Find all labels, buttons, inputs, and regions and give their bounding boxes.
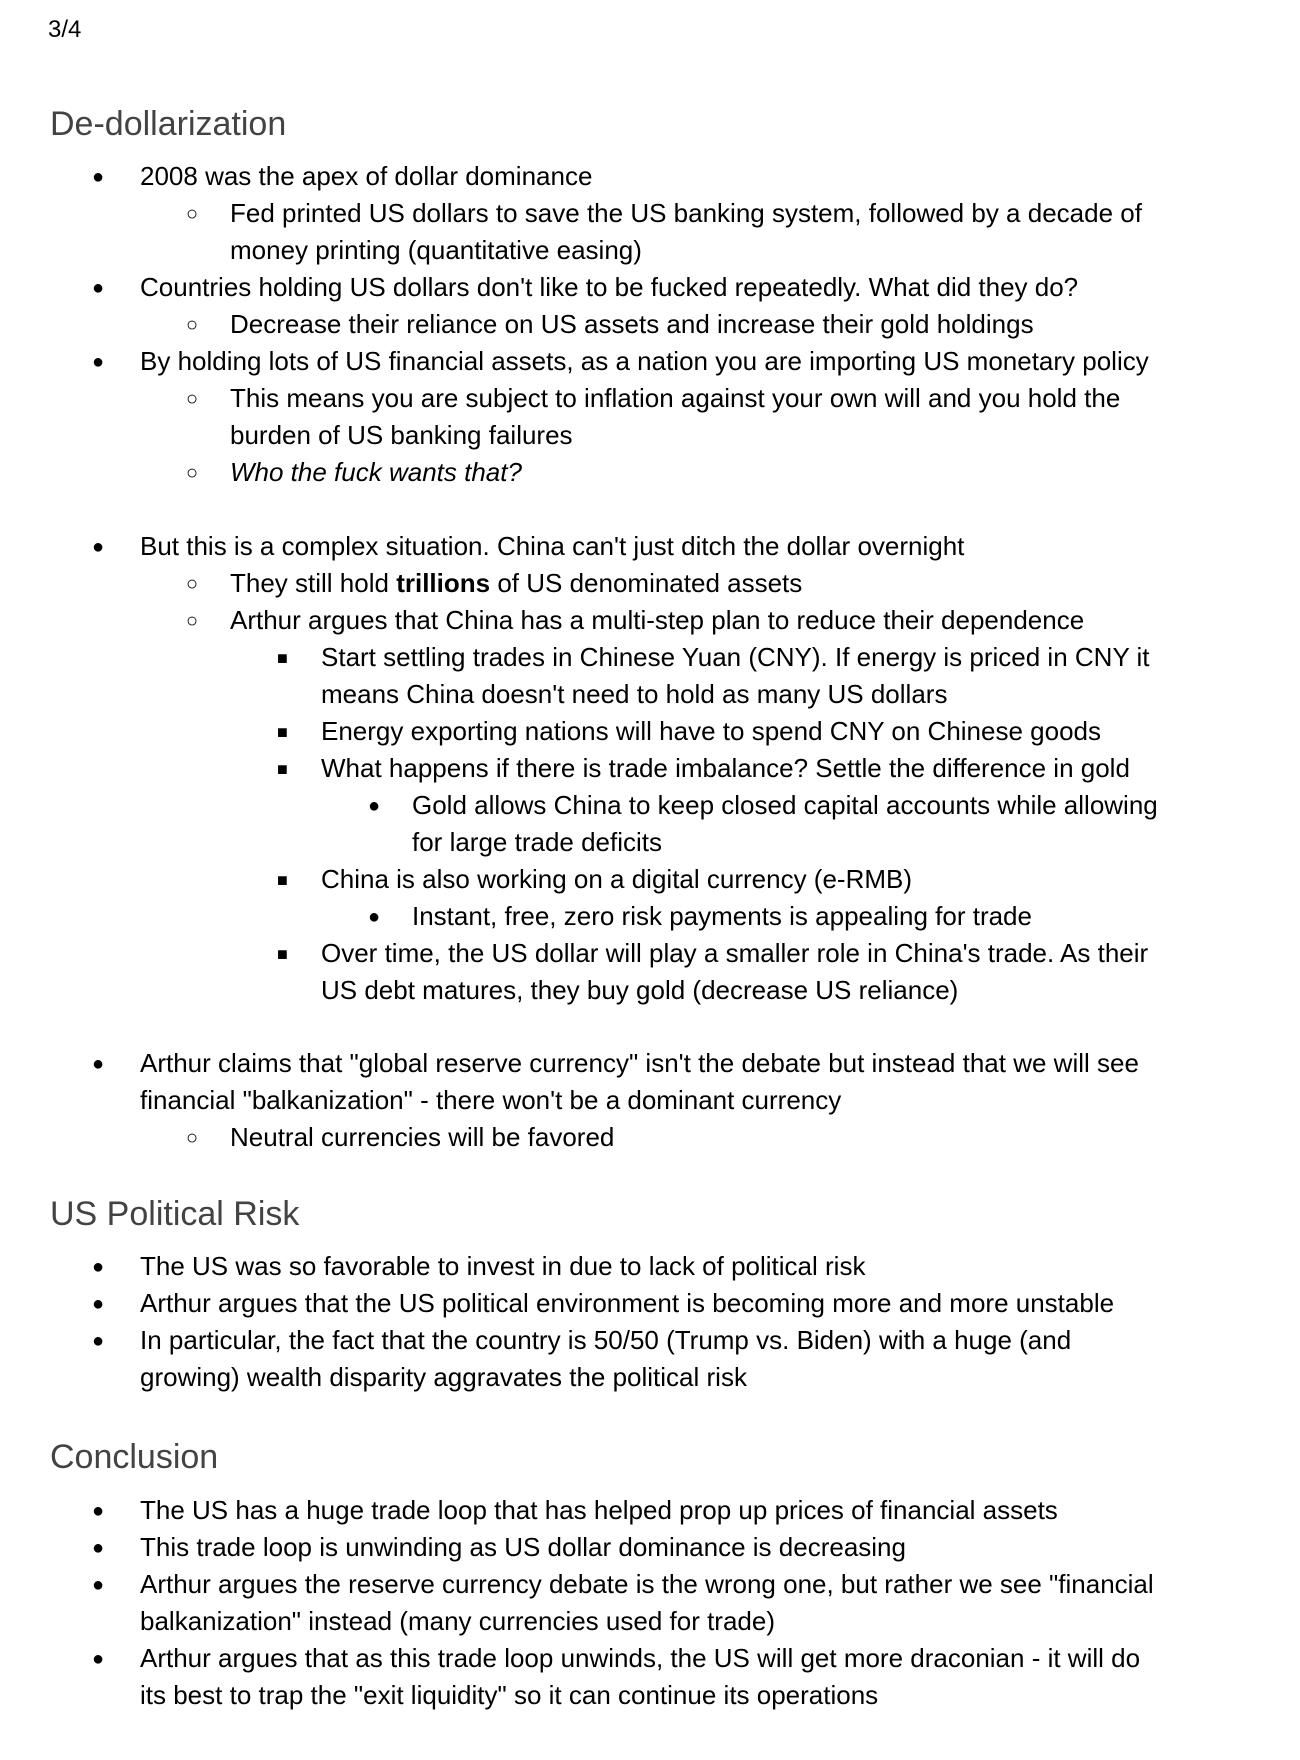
- list-item-text: Arthur argues that as this trade loop unwinds, the US will get more draconian - it will do: [140, 1643, 1141, 1673]
- list-item-text: The US was so favorable to invest in due to lack of political risk: [140, 1251, 866, 1281]
- bullet-icon: [186, 380, 198, 420]
- section-heading-political-risk: US Political Risk: [50, 1195, 300, 1233]
- list-item-text: Arthur claims that "global reserve currency" isn't the debate but instead that we will see: [140, 1048, 1139, 1078]
- bullet-icon: [92, 1285, 104, 1325]
- list-item-text: Decrease their reliance on US assets and increase their gold holdings: [230, 309, 1034, 339]
- list-item-text: financial "balkanization" - there won't be a dominant currency: [140, 1085, 842, 1115]
- bullet-icon: [186, 306, 198, 346]
- list-item-text: What happens if there is trade imbalance? Settle the difference in gold: [321, 753, 1130, 783]
- list-item-text: its best to trap the "exit liquidity" so it can continue its operations: [140, 1680, 879, 1710]
- bullet-icon: [92, 269, 104, 309]
- list-item-text: money printing (quantitative easing): [230, 235, 642, 265]
- list-item-text: But this is a complex situation. China can't just ditch the dollar overnight: [140, 531, 965, 561]
- bullet-icon: [92, 1529, 104, 1569]
- bullet-icon: [92, 1248, 104, 1288]
- bullet-icon: [92, 528, 104, 568]
- list-item-text: Instant, free, zero risk payments is appealing for trade: [412, 901, 1032, 931]
- list-item-text: Countries holding US dollars don't like to be fucked repeatedly. What did they do?: [140, 272, 1079, 302]
- list-item-text: 2008 was the apex of dollar dominance: [140, 161, 593, 191]
- bullet-icon: [186, 195, 198, 235]
- list-item-text: In particular, the fact that the country is 50/50 (Trump vs. Biden) with a huge (and: [140, 1325, 1072, 1355]
- list-item-text: Start settling trades in Chinese Yuan (CNY). If energy is priced in CNY it: [321, 642, 1150, 672]
- bullet-icon: [186, 1119, 198, 1159]
- bullet-icon: [368, 898, 380, 938]
- bullet-icon: [92, 1492, 104, 1532]
- list-item-text: By holding lots of US financial assets, as a nation you are importing US monetary policy: [140, 346, 1149, 376]
- bullet-icon: [277, 935, 288, 975]
- bullet-icon: [92, 343, 104, 383]
- section-heading-dedollarization: De-dollarization: [50, 105, 287, 143]
- list-item-text: burden of US banking failures: [230, 420, 573, 450]
- list-item-text: growing) wealth disparity aggravates the political risk: [140, 1362, 747, 1392]
- list-item-text: means China doesn't need to hold as many US dollars: [321, 679, 948, 709]
- bullet-icon: [368, 787, 380, 827]
- list-item-text: This means you are subject to inflation against your own will and you hold the: [230, 383, 1121, 413]
- list-item-text: Arthur argues that China has a multi-step plan to reduce their dependence: [230, 605, 1085, 635]
- list-item-text: Energy exporting nations will have to spend CNY on Chinese goods: [321, 716, 1101, 746]
- bullet-icon: [92, 1566, 104, 1606]
- list-item-text: Who the fuck wants that?: [230, 457, 522, 487]
- bullet-icon: [92, 1045, 104, 1085]
- list-item-text: Arthur argues that the US political environment is becoming more and more unstable: [140, 1288, 1115, 1318]
- list-item-text: The US has a huge trade loop that has helped prop up prices of financial assets: [140, 1495, 1058, 1525]
- list-item-text: Fed printed US dollars to save the US banking system, followed by a decade of: [230, 198, 1142, 228]
- list-item-text: for large trade deficits: [412, 827, 663, 857]
- list-item-text: Arthur argues the reserve currency debate is the wrong one, but rather we see "financial: [140, 1569, 1154, 1599]
- bullet-icon: [186, 565, 198, 605]
- page-number: 3/4: [48, 16, 82, 43]
- bullet-icon: [277, 639, 288, 679]
- list-item-text: US debt matures, they buy gold (decrease US reliance): [321, 975, 959, 1005]
- list-item-text: China is also working on a digital currency (e-RMB): [321, 864, 913, 894]
- list-item-text: This trade loop is unwinding as US dollar dominance is decreasing: [140, 1532, 906, 1562]
- bullet-icon: [186, 454, 198, 494]
- bullet-icon: [92, 1322, 104, 1362]
- list-item-text: They still hold trillions of US denominated assets: [230, 568, 803, 598]
- bullet-icon: [186, 602, 198, 642]
- bullet-icon: [277, 750, 288, 790]
- list-item-text: Gold allows China to keep closed capital accounts while allowing: [412, 790, 1158, 820]
- list-item-text: Neutral currencies will be favored: [230, 1122, 615, 1152]
- section-heading-conclusion: Conclusion: [50, 1438, 219, 1476]
- bullet-icon: [92, 158, 104, 198]
- bullet-icon: [277, 713, 288, 753]
- bullet-icon: [92, 1640, 104, 1680]
- list-item-text: Over time, the US dollar will play a smaller role in China's trade. As their: [321, 938, 1149, 968]
- list-item-text: balkanization" instead (many currencies used for trade): [140, 1606, 775, 1636]
- bullet-icon: [277, 861, 288, 901]
